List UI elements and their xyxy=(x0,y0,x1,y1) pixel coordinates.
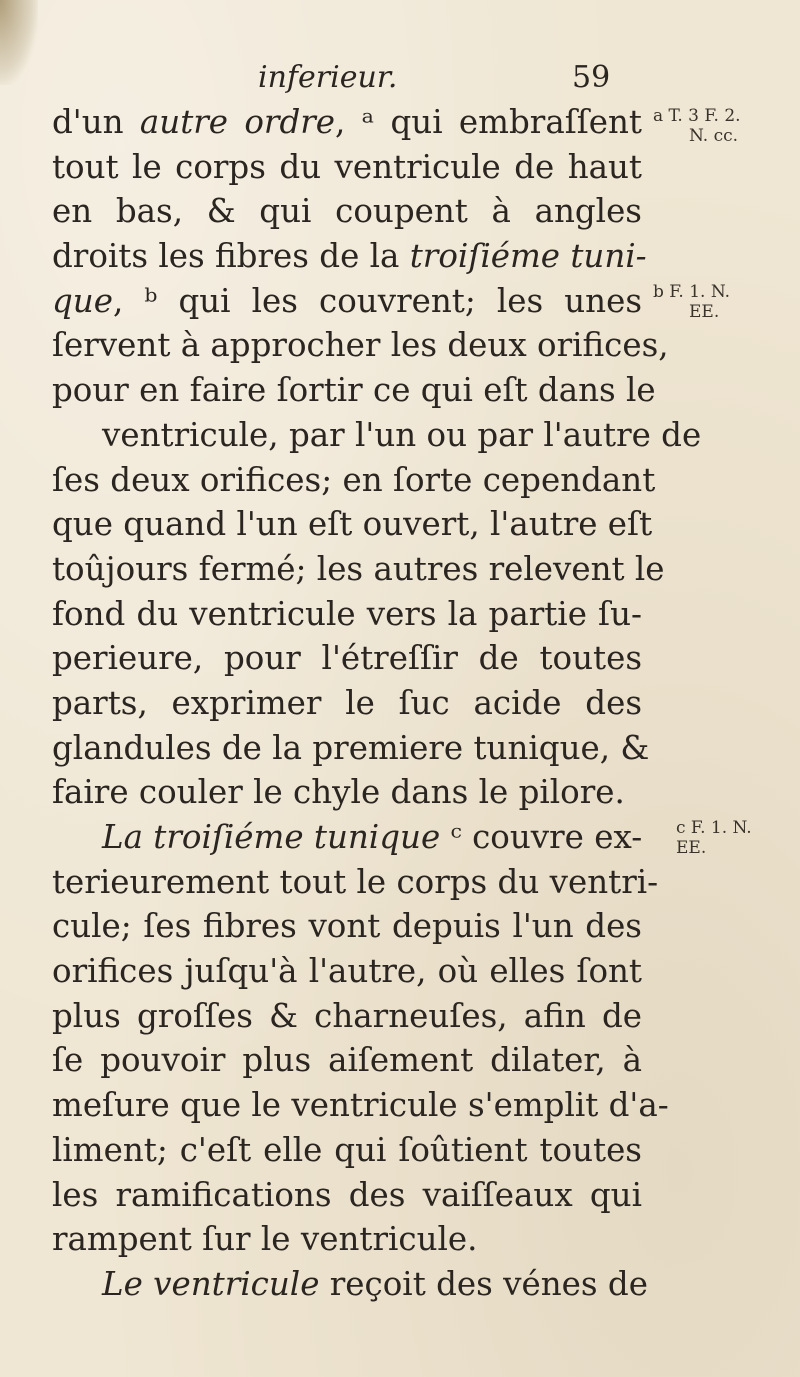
text-line: fond du ventricule vers la partie ſu- xyxy=(52,594,642,633)
text-line: meſure que le ventricule s'emplit d'a- xyxy=(52,1086,669,1125)
text-line: ventricule, par l'un ou par l'autre de xyxy=(102,415,702,454)
text-line: cule; ſes fibres vont depuis l'un des xyxy=(52,907,642,946)
margin-note-a: a T. 3 F. 2. N. cc. xyxy=(653,106,741,146)
text-line: rampent ſur le ventricule. xyxy=(52,1220,478,1259)
text-line: ſes deux orifices; en ſorte cependant xyxy=(52,460,656,499)
margin-note-b: b F. 1. N. EE. xyxy=(653,282,731,322)
text-line: d'un autre ordre, ᵃ qui embraſſent xyxy=(52,103,642,141)
text-line: droits les fibres de la troiſiéme tuni- xyxy=(52,237,647,276)
text-line: pour en faire ſortir ce qui eſt dans le xyxy=(52,371,656,410)
text-line: La troiſiéme tunique ᶜ couvre ex- xyxy=(102,818,643,856)
text-line: les ramifications des vaiſſeaux qui xyxy=(52,1175,642,1214)
text-line: Le ventricule reçoit des vénes de xyxy=(102,1264,648,1303)
text-line: parts, exprimer le ſuc acide des xyxy=(52,683,642,722)
text-line: terieurement tout le corps du ventri- xyxy=(52,862,659,901)
text-line: perieure, pour l'étreſſir de toutes xyxy=(52,639,642,678)
text-line: en bas, & qui coupent à angles xyxy=(52,192,642,231)
text-line: ſervent à approcher les deux orifices, xyxy=(52,326,669,365)
text-line: tout le corps du ventricule de haut xyxy=(52,147,642,186)
text-line: que, ᵇ qui les couvrent; les unes xyxy=(52,281,642,320)
text-line: liment; c'eſt elle qui ſoûtient toutes xyxy=(52,1130,642,1169)
text-line: faire couler le chyle dans le pilore. xyxy=(52,773,625,812)
running-head: inferieur. xyxy=(258,60,398,95)
text-line: orifices juſqu'à l'autre, où elles ſont xyxy=(52,952,642,991)
page-number: 59 xyxy=(572,60,611,95)
text-line: toûjours fermé; les autres relevent le xyxy=(52,549,665,588)
text-line: ſe pouvoir plus aiſement dilater, à xyxy=(52,1041,642,1080)
text-line: que quand l'un eſt ouvert, l'autre eſt xyxy=(52,505,653,544)
text-line: glandules de la premiere tunique, & xyxy=(52,728,650,767)
text-line: plus groſſes & charneuſes, afin de xyxy=(52,996,642,1035)
margin-note-c: c F. 1. N. EE. xyxy=(676,818,752,858)
